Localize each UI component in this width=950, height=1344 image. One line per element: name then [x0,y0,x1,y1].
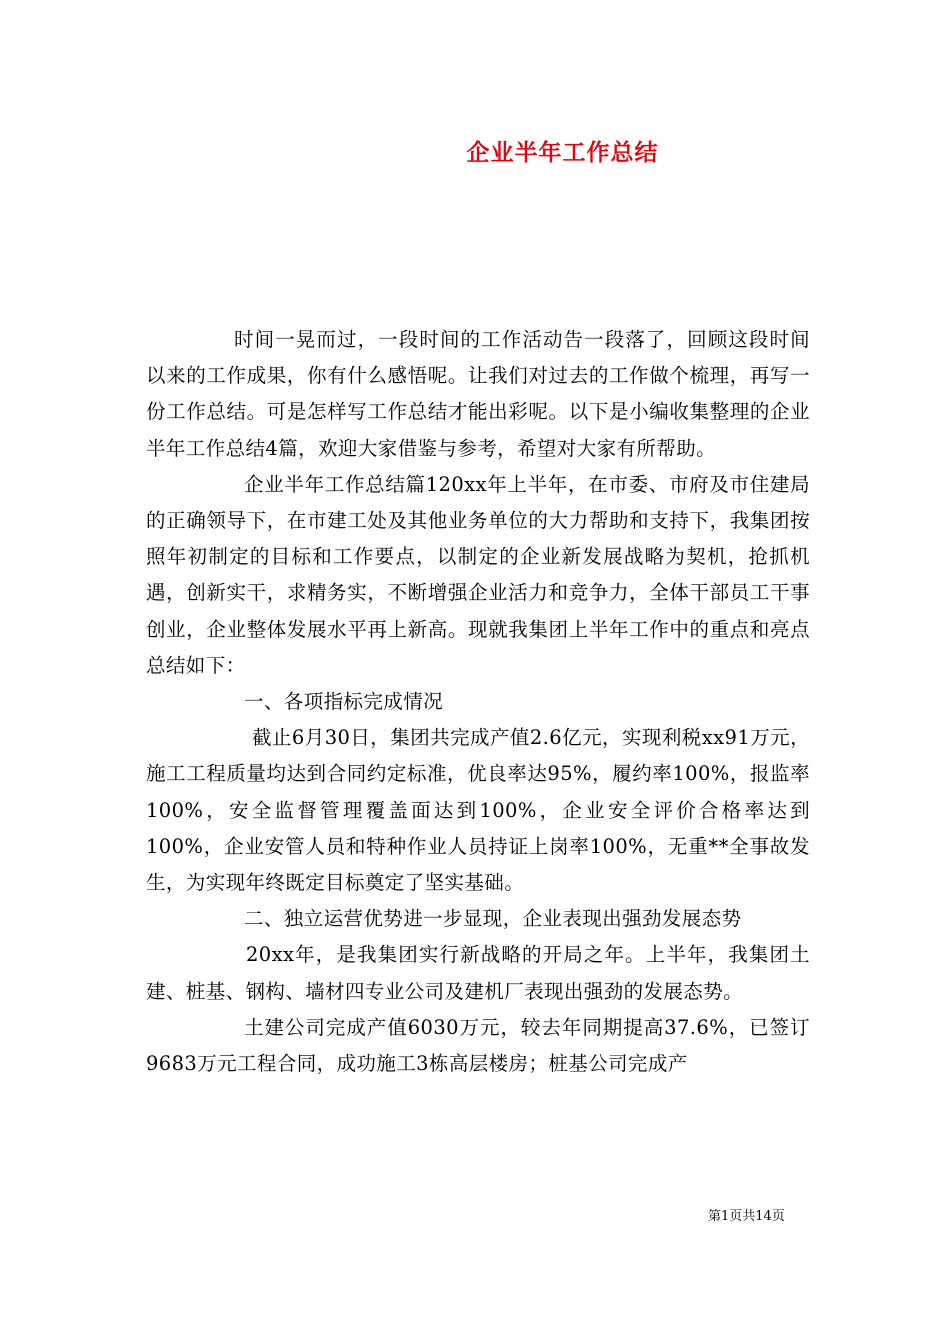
paragraph-new-strategy: 20xx年，是我集团实行新战略的开局之年。上半年，我集团土建、桩基、钢构、墙材四专业公司及建机厂表现出强劲的发展态势。 [146,943,810,1003]
page-number: 第1页共14页 [708,1209,785,1224]
document-title: 企业半年工作总结 [466,139,659,166]
section-heading-one: 一、各项指标完成情况 [244,690,444,714]
paragraph-intro: 时间一晃而过，一段时间的工作活动告一段落了，回顾这段时间以来的工作成果，你有什么感悟呢。让我们对过去的工作做个梳理，再写一份工作总结。可是怎样写工作总结才能出彩呢。以下是小编收集整理的企业半年工作总结4篇，欢迎大家借鉴与参考，希望对大家有所帮助。 [146,328,810,460]
paragraph-indicators: 截止6月30日，集团共完成产值2.6亿元，实现利税xx91万元，施工工程质量均达到合同约定标准，优良率达95%，履约率100%，报监率100%，安全监督管理覆盖面达到100%，企业安全评价合格率达到100%，企业安管人员和特种作业人员持证上岗率100%，无重**全事故发生，为实现年终既定目标奠定了坚实基础。 [146,726,810,895]
document-body [146,322,810,1082]
section-heading-two: 二、独立运营优势进一步显现，企业表现出强劲发展态势 [244,907,742,931]
paragraph-article-one: 企业半年工作总结篇120xx年上半年，在市委、市府及市住建局的正确领导下，在市建工处及其他业务单位的大力帮助和支持下，我集团按照年初制定的目标和工作要点，以制定的企业新发展战略为契机，抢抓机遇，创新实干，求精务实，不断增强企业活力和竞争力，全体干部员工干事创业，企业整体发展水平再上新高。现就我集团上半年工作中的重点和亮点总结如下： [146,472,810,677]
paragraph-civil-company: 土建公司完成产值6030万元，较去年同期提高37.6%，已签订9683万元工程合同，成功施工3栋高层楼房；桩基公司完成产 [146,1015,810,1076]
